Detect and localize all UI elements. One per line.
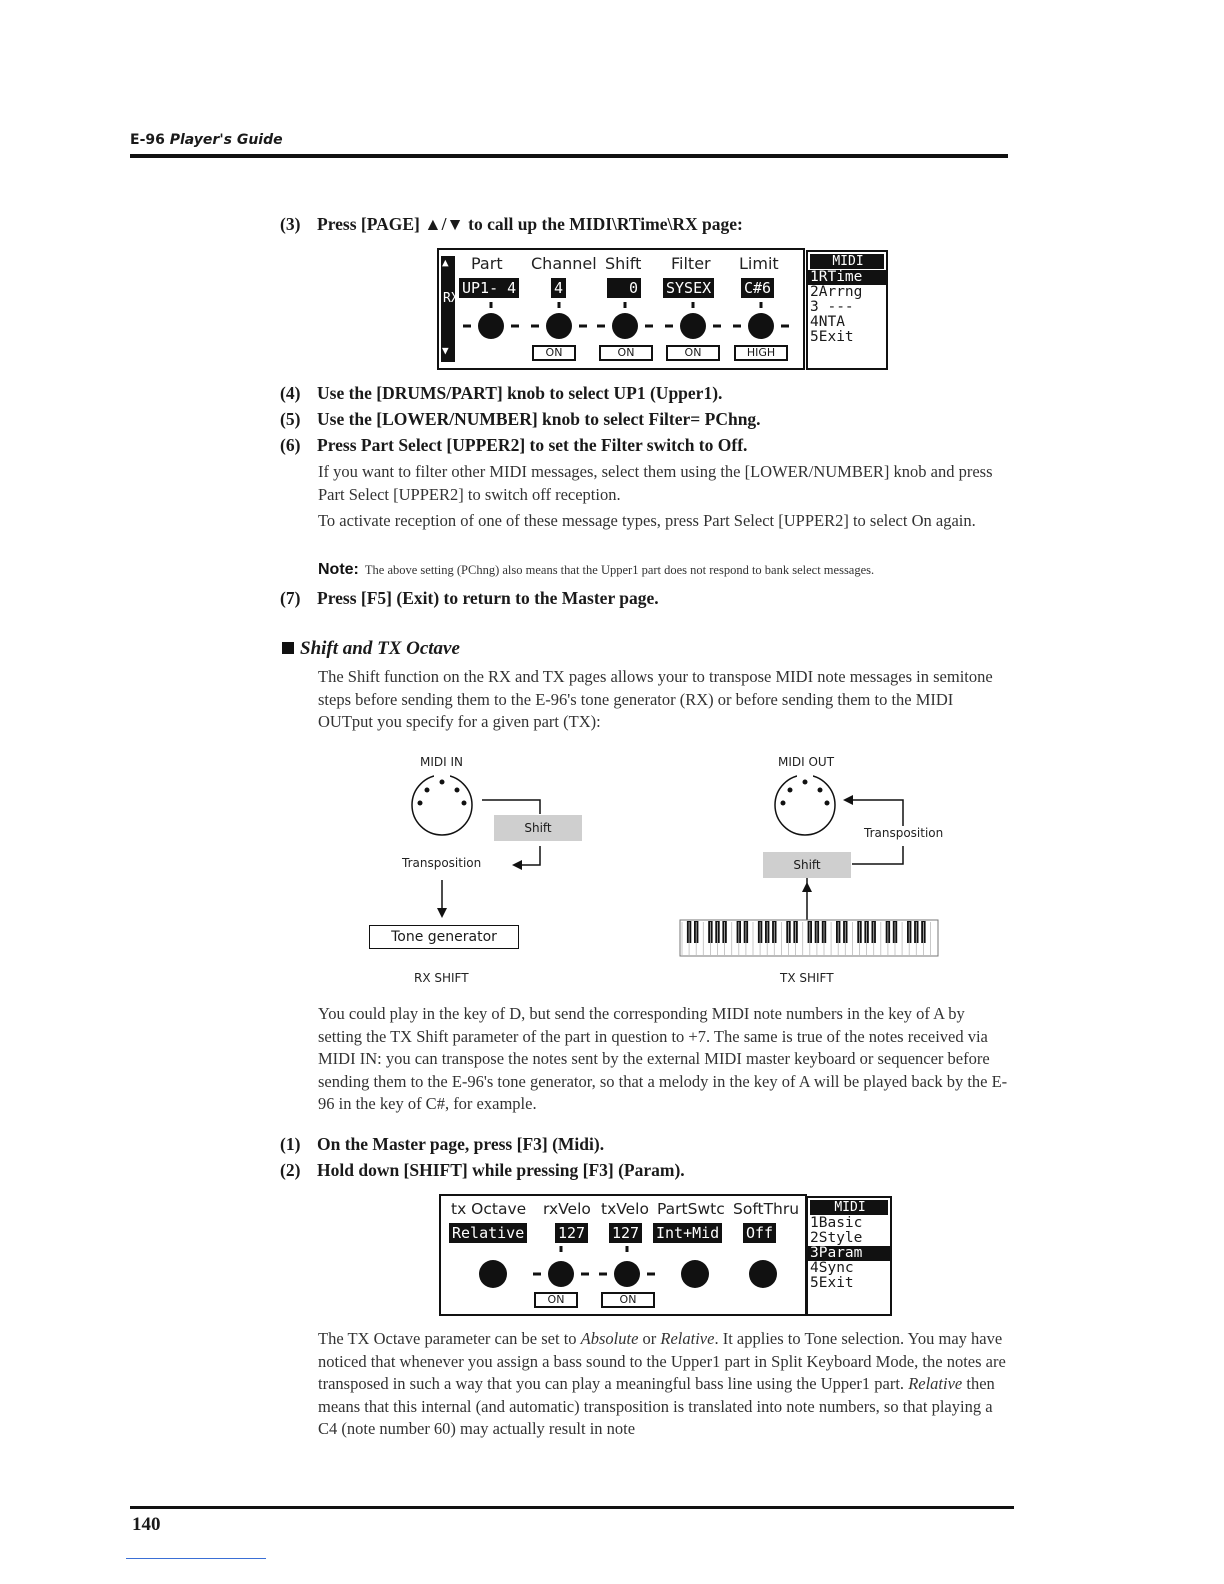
lcd-header-txvelo: txVelo xyxy=(601,1200,649,1218)
switch-on: ON xyxy=(534,1292,578,1308)
lcd-knob-row xyxy=(459,300,799,346)
lcd-header-channel: Channel xyxy=(531,254,597,273)
midi-out-connector-icon xyxy=(775,770,835,835)
menu-item-basic: 1Basic xyxy=(810,1215,863,1231)
menu-title: MIDI xyxy=(810,1200,888,1215)
paragraph-shift: The Shift function on the RX and TX pages allows your to transpose MIDI note messages in semitone steps before sending them to the E-96's tone generator (RX) or before sending them to the MIDI OUTput you specify for a given part (TX): xyxy=(318,667,993,731)
lcd-value-partswtc: Int+Mid xyxy=(653,1223,722,1243)
knob-icon xyxy=(533,1246,589,1287)
square-bullet-icon xyxy=(282,642,294,654)
knob-icon xyxy=(597,302,653,339)
lcd-value-channel: 4 xyxy=(551,278,566,298)
knob-icon xyxy=(599,1246,655,1287)
step-b-2: (2) Hold down [SHIFT] while pressing [F3] (Param). xyxy=(280,1160,685,1180)
switch-on: ON xyxy=(532,345,576,361)
lcd-side-label: RX xyxy=(443,291,459,306)
shift-box-tx: Shift xyxy=(763,852,851,878)
knob-icon xyxy=(665,302,721,339)
lcd-header-rxvelo: rxVelo xyxy=(543,1200,591,1218)
knob-icon xyxy=(479,1260,507,1288)
lcd-value-limit: C#6 xyxy=(741,278,774,298)
header-rule xyxy=(130,154,1008,158)
knob-icon xyxy=(531,302,587,339)
lcd-header-softthru: SoftThru xyxy=(733,1200,800,1218)
lcd-rx-page xyxy=(437,248,805,370)
note: Note: The above setting (PChng) also means that the Upper1 part does not respond to bank select messages. xyxy=(318,561,875,578)
switch-on: ON xyxy=(666,345,720,361)
menu-item-nta: 4NTA xyxy=(810,314,845,330)
menu-item-sync: 4Sync xyxy=(810,1260,854,1276)
keyboard-icon xyxy=(680,920,938,956)
lcd-header-filter: Filter xyxy=(671,254,711,273)
caption-rx-shift: RX SHIFT xyxy=(414,971,469,985)
switch-on: ON xyxy=(601,1292,655,1308)
lcd-header-partswtc: PartSwtc xyxy=(657,1200,725,1218)
lcd-value-shift: 0 xyxy=(607,278,641,298)
lcd-header-shift: Shift xyxy=(605,254,642,273)
tone-generator-box: Tone generator xyxy=(369,925,519,949)
knob-icon xyxy=(681,1260,709,1288)
lcd-value-txvelo: 127 xyxy=(609,1223,642,1243)
shift-box-rx: Shift xyxy=(494,815,582,841)
lcd-value-rxvelo: 127 xyxy=(555,1223,588,1243)
step-b-1: (1) On the Master page, press [F3] (Midi). xyxy=(280,1134,605,1154)
switch-high: HIGH xyxy=(734,345,788,361)
running-header: E-96 Player's Guide xyxy=(130,132,283,148)
knob-icon xyxy=(733,302,789,339)
menu-item-style: 2Style xyxy=(810,1230,863,1246)
menu-item-3: 3 --- xyxy=(810,299,854,315)
lcd-knob-row xyxy=(461,1244,801,1292)
paragraph-play: You could play in the key of D, but send the corresponding MIDI note numbers in the key of A by setting the TX Shift parameter of the part in question to +7. The same is true of the notes received via MIDI IN: you can transpose the notes sent by the external MIDI master keyboard or sequencer before sending them to the E-96's tone generator, so that a melody in the key of A will be played back by the E-96 in the key of C#, for example. xyxy=(318,1004,1008,1113)
link-underline xyxy=(126,1558,266,1559)
menu-item-rtime: 1RTime xyxy=(808,270,886,285)
scroll-up-icon: ▲ xyxy=(442,256,449,269)
paragraph-octave: The TX Octave parameter can be set to Absolute or Relative. It applies to Tone selection. You may have noticed that whenever you assign a bass sound to the Upper1 part in Split Keyboard Mode, the notes are transposed in such a way that you can play a meaningful bass line using the Upper1 part. Relative then means that this internal (and automatic) transposition is translated into note numbers, so that playing a C4 (note number 60) may actually result in note xyxy=(318,1329,1006,1438)
label-midi-out: MIDI OUT xyxy=(778,755,835,769)
menu-item-param: 3Param xyxy=(808,1246,890,1261)
lcd-value-tx-octave: Relative xyxy=(449,1223,527,1243)
lcd-value-filter: SYSEX xyxy=(663,278,714,298)
step-4: (4) Use the [DRUMS/PART] knob to select UP1 (Upper1). xyxy=(280,383,723,403)
lcd-side-menu xyxy=(806,1196,892,1316)
paragraph-activate: To activate reception of one of these message types, press Part Select [UPPER2] to select On again. xyxy=(318,511,976,530)
knob-icon xyxy=(749,1260,777,1288)
lcd-header-part: Part xyxy=(471,254,503,273)
menu-item-exit: 5Exit xyxy=(810,1275,854,1291)
page-number: 140 xyxy=(132,1514,161,1535)
menu-item-exit: 5Exit xyxy=(810,329,854,345)
label-transposition-rx: Transposition xyxy=(402,856,482,870)
knob-icon xyxy=(463,302,519,339)
scroll-down-icon: ▼ xyxy=(442,344,449,357)
section-heading: Shift and TX Octave xyxy=(282,638,460,660)
lcd-param-page xyxy=(439,1194,807,1316)
label-midi-in: MIDI IN xyxy=(420,755,464,769)
caption-tx-shift: TX SHIFT xyxy=(780,971,834,985)
note-label: Note: xyxy=(318,561,359,578)
footer-rule xyxy=(130,1506,1014,1509)
step-3: (3) Press [PAGE] ▲/▼ to call up the MIDI\RTime\RX page: xyxy=(280,214,743,234)
step-6: (6) Press Part Select [UPPER2] to set the Filter switch to Off. xyxy=(280,435,748,455)
lcd-value-part: UP1- 4 xyxy=(459,278,519,298)
lcd-side-menu xyxy=(806,250,888,370)
lcd-value-softthru: Off xyxy=(743,1223,776,1243)
label-transposition-tx: Transposition xyxy=(864,826,944,840)
menu-title: MIDI xyxy=(810,254,884,269)
switch-on: ON xyxy=(599,345,653,361)
midi-in-connector-icon xyxy=(412,770,472,835)
menu-item-arrng: 2Arrng xyxy=(810,284,863,300)
lcd-header-limit: Limit xyxy=(739,254,779,273)
step-7: (7) Press [F5] (Exit) to return to the Master page. xyxy=(280,588,659,608)
step-5: (5) Use the [LOWER/NUMBER] knob to select Filter= PChng. xyxy=(280,409,761,429)
lcd-header-tx-octave: tx Octave xyxy=(451,1200,527,1218)
paragraph-filter: If you want to filter other MIDI messages, select them using the [LOWER/NUMBER] knob and press Part Select [UPPER2] to switch off reception. xyxy=(318,462,993,504)
